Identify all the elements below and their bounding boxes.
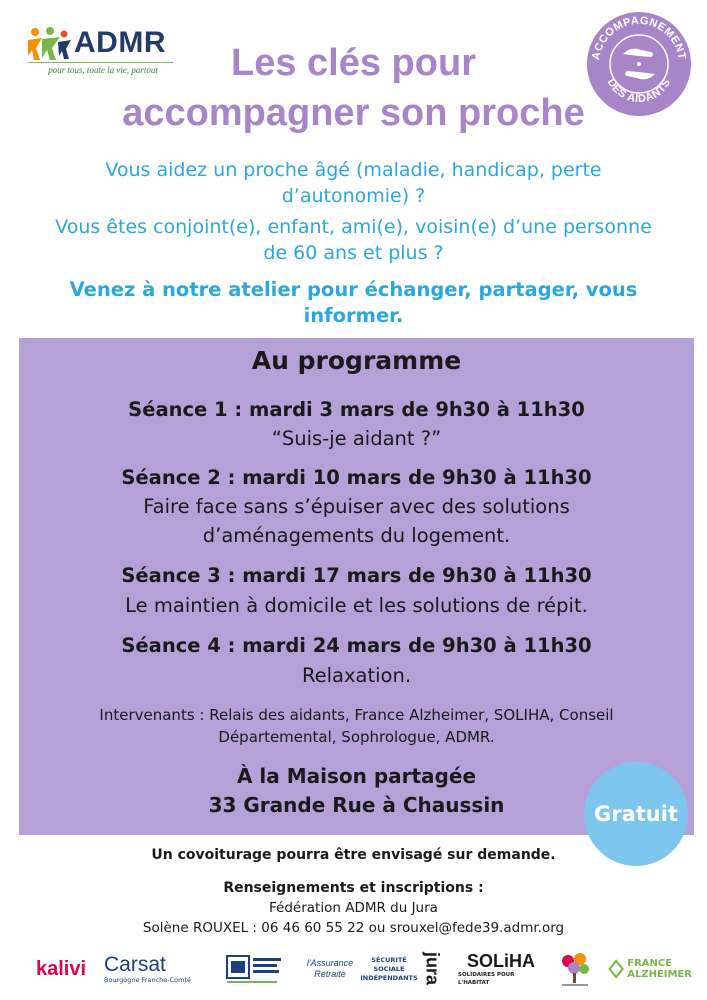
carsat-region-text: Bourgogne Franche-Comté [104, 975, 192, 984]
info-title: Renseignements et inscriptions : [223, 880, 484, 896]
intro-line-1: Vous aidez un proche âgé (maladie, handicap, perte [105, 159, 602, 181]
session-1-desc: “Suis-je aidant ?” [271, 427, 442, 450]
seal-top-text: ACCOMPAGNEMENT [590, 14, 688, 61]
kalivi-logo-text: kalivi [35, 957, 87, 980]
france-alzheimer-line-1: FRANCE [627, 958, 673, 969]
contact-line: Solène ROUXEL : 06 46 60 55 22 ou srouxel@fede39.admr.org [142, 920, 565, 936]
session-4-head: Séance 4 : mardi 24 mars de 9h30 à 11h30 [121, 634, 592, 657]
soliha-logo [458, 950, 544, 988]
speakers-line-1: Intervenants : Relais des aidants, France Alzheimer, SOLIHA, Conseil [99, 706, 614, 724]
relais-aidants-logo [550, 950, 600, 988]
assurance-retraite-logo [294, 950, 366, 988]
intro-line-4: de 60 ans et plus ? [263, 242, 444, 264]
carsat-logo [104, 950, 204, 988]
soliha-tagline: SOLIDAIRES POUR L'HABITAT [458, 972, 515, 986]
free-badge-label: Gratuit [594, 802, 678, 826]
france-alzheimer-logo [608, 950, 692, 988]
carpool-note: Un covoiturage pourra être envisagé sur demande. [151, 847, 556, 863]
jura-logo-text: jura [422, 952, 443, 986]
speakers-line-2: Départemental, Sophrologue, ADMR. [218, 728, 495, 746]
session-1-head: Séance 1 : mardi 3 mars de 9h30 à 11h30 [128, 398, 585, 421]
france-alzheimer-emblem-icon [608, 957, 624, 981]
sfrs-emblem-icon [225, 952, 285, 986]
title-line-1: Les clés pour [231, 42, 476, 84]
carsat-logo-text: Carsat [104, 952, 166, 976]
intro-line-2: d’autonomie) ? [281, 185, 426, 207]
jura-logo [414, 950, 450, 988]
france-alzheimer-line-2: ALZHEIMER [627, 969, 692, 980]
france-alzheimer-text [627, 958, 692, 980]
session-4-desc: Relaxation. [301, 664, 412, 687]
session-2-head: Séance 2 : mardi 10 mars de 9h30 à 11h30 [121, 466, 592, 489]
session-3-head: Séance 3 : mardi 17 mars de 9h30 à 11h30 [121, 564, 592, 587]
venue-name: À la Maison partagée [236, 764, 477, 788]
intro-line-3: Vous êtes conjoint(e), enfant, ami(e), voisin(e) d’une personne [55, 216, 652, 238]
securite-sociale-logo [360, 950, 418, 988]
relais-aidants-tree-icon [558, 951, 592, 987]
sfrs-logo [220, 950, 290, 988]
cta-line-1: Venez à notre atelier pour échanger, partager, vous [69, 278, 638, 301]
session-3-desc: Le maintien à domicile et les solutions de répit. [125, 594, 588, 617]
program-title: Au programme [251, 346, 462, 375]
admr-tagline: pour tous, toute la vie, partout [48, 65, 158, 75]
kalivi-logo [26, 950, 96, 988]
venue-address: 33 Grande Rue à Chaussin [208, 793, 505, 817]
seal-bottom-text: DES AIDANTS [604, 76, 674, 106]
soliha-logo-text: SOLiHA [466, 951, 535, 971]
assurance-retraite-text: l'Assurance Retraite [306, 958, 354, 979]
securite-sociale-text: SÉCURITÉ SOCIALE INDÉPENDANTS [360, 955, 418, 982]
session-2-desc-2: d’aménagements du logement. [202, 524, 511, 547]
cta-line-2: informer. [303, 304, 404, 327]
session-2-desc-1: Faire face sans s’épuiser avec des solutions [143, 495, 570, 518]
program-box [19, 338, 694, 835]
org-name: Fédération ADMR du Jura [269, 900, 438, 916]
admr-brand-text: ADMR [74, 26, 166, 59]
title-line-2: accompagner son proche [122, 92, 585, 134]
